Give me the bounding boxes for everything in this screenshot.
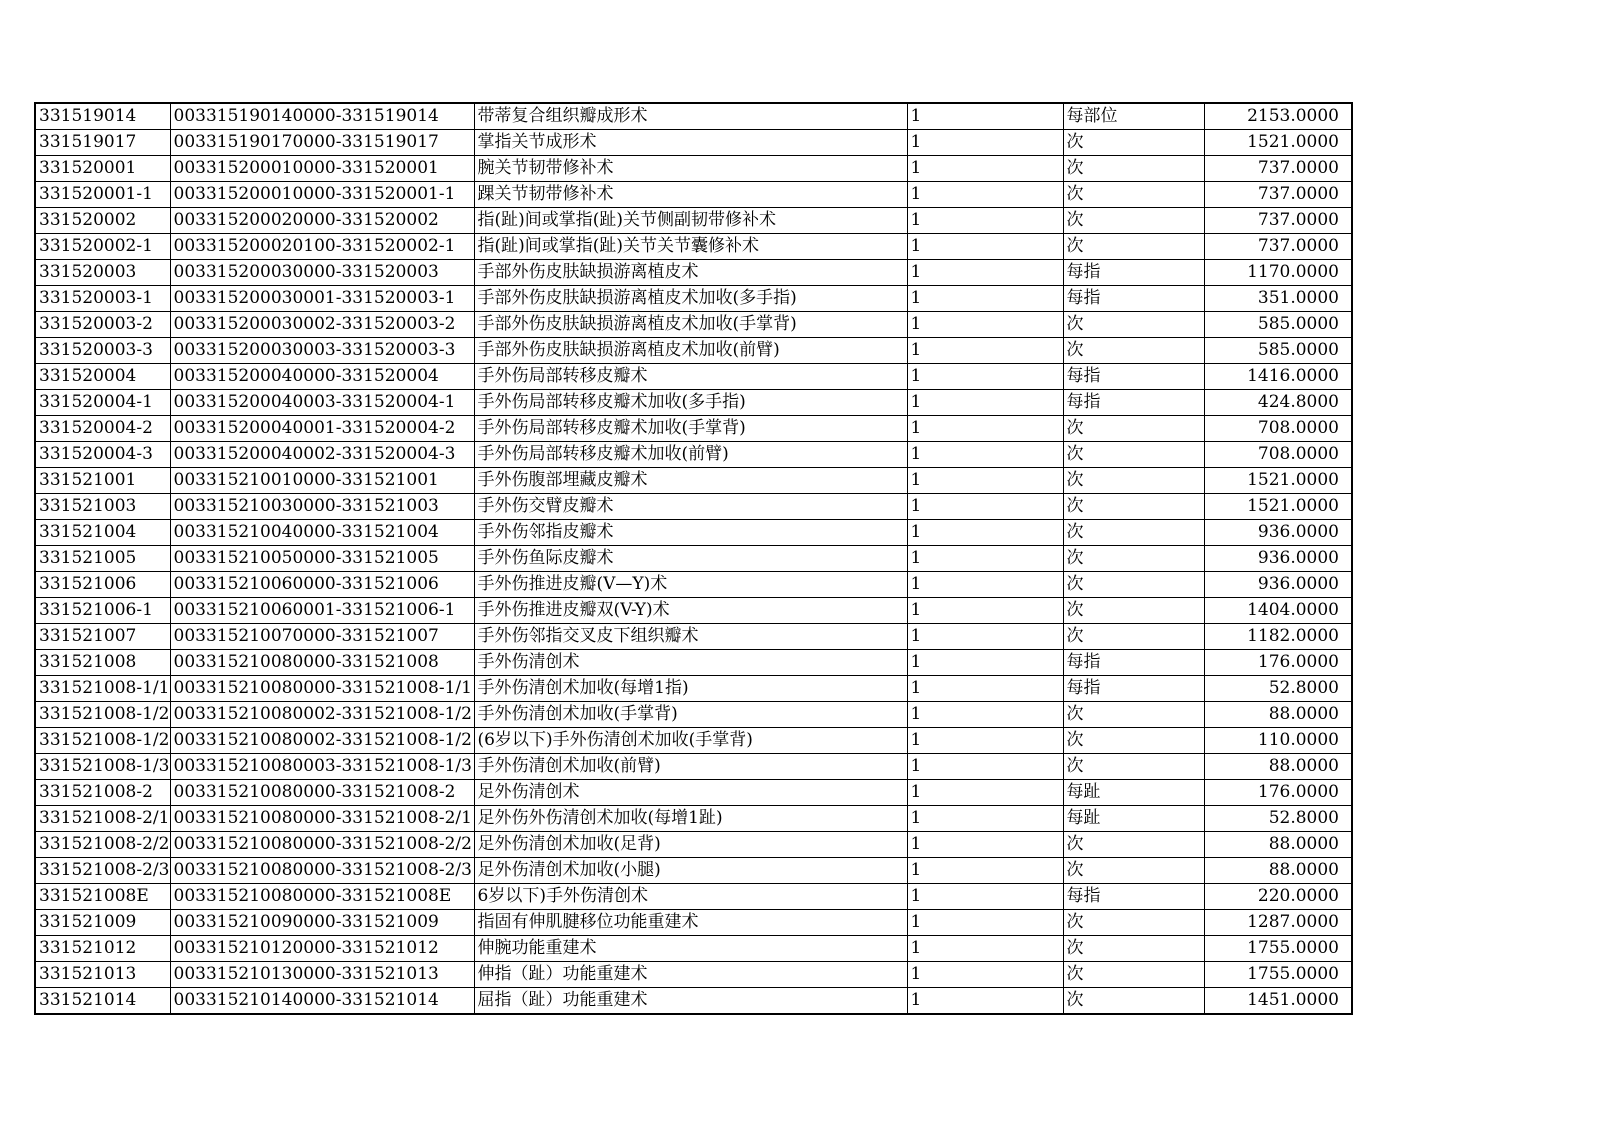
unit-cell: 每指 — [1063, 260, 1204, 286]
item-name-cell: 伸指（趾）功能重建术 — [474, 962, 907, 988]
price-cell: 936.0000 — [1204, 520, 1352, 546]
item-name-cell: 手外伤邻指皮瓣术 — [474, 520, 907, 546]
quantity-cell: 1 — [907, 390, 1063, 416]
quantity-cell: 1 — [907, 754, 1063, 780]
full-code-cell: 003315210080000-331521008-1/1 — [170, 676, 474, 702]
price-cell: 936.0000 — [1204, 572, 1352, 598]
full-code-cell: 003315200030001-331520003-1 — [170, 286, 474, 312]
price-cell: 110.0000 — [1204, 728, 1352, 754]
item-name-cell: 手部外伤皮肤缺损游离植皮术加收(手掌背) — [474, 312, 907, 338]
full-code-cell: 003315200040000-331520004 — [170, 364, 474, 390]
item-code-cell: 331521009 — [35, 910, 170, 936]
table-row — [35, 286, 1352, 312]
table-row — [35, 234, 1352, 260]
item-name-cell: 足外伤清创术 — [474, 780, 907, 806]
item-name-cell: 带蒂复合组织瓣成形术 — [474, 103, 907, 130]
item-name-cell: 手外伤交臂皮瓣术 — [474, 494, 907, 520]
table-row — [35, 103, 1352, 130]
price-cell: 737.0000 — [1204, 234, 1352, 260]
unit-cell: 次 — [1063, 520, 1204, 546]
table-row — [35, 416, 1352, 442]
table-row — [35, 468, 1352, 494]
quantity-cell: 1 — [907, 468, 1063, 494]
quantity-cell: 1 — [907, 494, 1063, 520]
table-row — [35, 624, 1352, 650]
item-code-cell: 331521001 — [35, 468, 170, 494]
quantity-cell: 1 — [907, 624, 1063, 650]
quantity-cell: 1 — [907, 676, 1063, 702]
full-code-cell: 003315210140000-331521014 — [170, 988, 474, 1015]
full-code-cell: 003315210010000-331521001 — [170, 468, 474, 494]
item-code-cell: 331521013 — [35, 962, 170, 988]
item-code-cell: 331520003-1 — [35, 286, 170, 312]
item-code-cell: 331520001 — [35, 156, 170, 182]
full-code-cell: 003315210080000-331521008-2/2 — [170, 832, 474, 858]
full-code-cell: 003315200010000-331520001-1 — [170, 182, 474, 208]
quantity-cell: 1 — [907, 858, 1063, 884]
unit-cell: 次 — [1063, 208, 1204, 234]
unit-cell: 次 — [1063, 234, 1204, 260]
full-code-cell: 003315210040000-331521004 — [170, 520, 474, 546]
item-code-cell: 331520002 — [35, 208, 170, 234]
table-row — [35, 858, 1352, 884]
item-code-cell: 331521003 — [35, 494, 170, 520]
table-row — [35, 754, 1352, 780]
item-code-cell: 331521008 — [35, 650, 170, 676]
quantity-cell: 1 — [907, 338, 1063, 364]
quantity-cell: 1 — [907, 910, 1063, 936]
full-code-cell: 003315200030003-331520003-3 — [170, 338, 474, 364]
item-name-cell: 手外伤局部转移皮瓣术加收(多手指) — [474, 390, 907, 416]
table-row — [35, 780, 1352, 806]
item-name-cell: 手外伤局部转移皮瓣术 — [474, 364, 907, 390]
item-code-cell: 331520004-1 — [35, 390, 170, 416]
table-row — [35, 962, 1352, 988]
unit-cell: 次 — [1063, 416, 1204, 442]
quantity-cell: 1 — [907, 572, 1063, 598]
price-cell: 52.8000 — [1204, 676, 1352, 702]
item-name-cell: 手部外伤皮肤缺损游离植皮术加收(前臂) — [474, 338, 907, 364]
item-name-cell: 手外伤推进皮瓣双(V-Y)术 — [474, 598, 907, 624]
table-row — [35, 182, 1352, 208]
unit-cell: 次 — [1063, 494, 1204, 520]
full-code-cell: 003315200020000-331520002 — [170, 208, 474, 234]
table-row — [35, 338, 1352, 364]
price-cell: 1521.0000 — [1204, 130, 1352, 156]
full-code-cell: 003315200040003-331520004-1 — [170, 390, 474, 416]
full-code-cell: 003315210080003-331521008-1/3 — [170, 754, 474, 780]
unit-cell: 次 — [1063, 468, 1204, 494]
table-row — [35, 884, 1352, 910]
unit-cell: 次 — [1063, 754, 1204, 780]
item-name-cell: 6岁以下)手外伤清创术 — [474, 884, 907, 910]
full-code-cell: 003315200040001-331520004-2 — [170, 416, 474, 442]
unit-cell: 次 — [1063, 442, 1204, 468]
full-code-cell: 003315210080000-331521008E — [170, 884, 474, 910]
price-cell: 1404.0000 — [1204, 598, 1352, 624]
item-name-cell: 指(趾)间或掌指(趾)关节关节囊修补术 — [474, 234, 907, 260]
unit-cell: 次 — [1063, 832, 1204, 858]
item-name-cell: 手外伤局部转移皮瓣术加收(手掌背) — [474, 416, 907, 442]
full-code-cell: 003315210090000-331521009 — [170, 910, 474, 936]
quantity-cell: 1 — [907, 260, 1063, 286]
table-row — [35, 130, 1352, 156]
unit-cell: 每指 — [1063, 286, 1204, 312]
price-cell: 2153.0000 — [1204, 103, 1352, 130]
full-code-cell: 003315210060000-331521006 — [170, 572, 474, 598]
item-code-cell: 331521008-1/2 — [35, 728, 170, 754]
unit-cell: 每趾 — [1063, 780, 1204, 806]
price-cell: 88.0000 — [1204, 702, 1352, 728]
full-code-cell: 003315210070000-331521007 — [170, 624, 474, 650]
full-code-cell: 003315210080000-331521008 — [170, 650, 474, 676]
item-name-cell: 手部外伤皮肤缺损游离植皮术加收(多手指) — [474, 286, 907, 312]
price-cell: 737.0000 — [1204, 182, 1352, 208]
item-code-cell: 331521007 — [35, 624, 170, 650]
table-row — [35, 494, 1352, 520]
table-row — [35, 806, 1352, 832]
item-name-cell: 手外伤局部转移皮瓣术加收(前臂) — [474, 442, 907, 468]
unit-cell: 次 — [1063, 858, 1204, 884]
item-code-cell: 331520004-3 — [35, 442, 170, 468]
item-code-cell: 331521008-2 — [35, 780, 170, 806]
unit-cell: 次 — [1063, 728, 1204, 754]
quantity-cell: 1 — [907, 286, 1063, 312]
price-cell: 176.0000 — [1204, 650, 1352, 676]
table-row — [35, 572, 1352, 598]
unit-cell: 次 — [1063, 702, 1204, 728]
item-code-cell: 331520004 — [35, 364, 170, 390]
item-name-cell: 手外伤清创术加收(每增1指) — [474, 676, 907, 702]
item-code-cell: 331521008-2/2 — [35, 832, 170, 858]
quantity-cell: 1 — [907, 884, 1063, 910]
full-code-cell: 003315200030000-331520003 — [170, 260, 474, 286]
price-cell: 936.0000 — [1204, 546, 1352, 572]
item-name-cell: (6岁以下)手外伤清创术加收(手掌背) — [474, 728, 907, 754]
table-row — [35, 676, 1352, 702]
item-code-cell: 331520003 — [35, 260, 170, 286]
quantity-cell: 1 — [907, 182, 1063, 208]
price-cell: 1521.0000 — [1204, 468, 1352, 494]
full-code-cell: 003315200030002-331520003-2 — [170, 312, 474, 338]
quantity-cell: 1 — [907, 832, 1063, 858]
table-row — [35, 702, 1352, 728]
table-row — [35, 910, 1352, 936]
table-row — [35, 546, 1352, 572]
unit-cell: 次 — [1063, 156, 1204, 182]
item-code-cell: 331520001-1 — [35, 182, 170, 208]
item-name-cell: 足外伤外伤清创术加收(每增1趾) — [474, 806, 907, 832]
quantity-cell: 1 — [907, 806, 1063, 832]
table-row — [35, 442, 1352, 468]
unit-cell: 次 — [1063, 338, 1204, 364]
full-code-cell: 003315210030000-331521003 — [170, 494, 474, 520]
full-code-cell: 003315210050000-331521005 — [170, 546, 474, 572]
item-name-cell: 足外伤清创术加收(足背) — [474, 832, 907, 858]
item-name-cell: 屈指（趾）功能重建术 — [474, 988, 907, 1015]
full-code-cell: 003315200040002-331520004-3 — [170, 442, 474, 468]
price-cell: 220.0000 — [1204, 884, 1352, 910]
item-code-cell: 331520002-1 — [35, 234, 170, 260]
quantity-cell: 1 — [907, 234, 1063, 260]
quantity-cell: 1 — [907, 936, 1063, 962]
quantity-cell: 1 — [907, 520, 1063, 546]
quantity-cell: 1 — [907, 312, 1063, 338]
table-row — [35, 650, 1352, 676]
unit-cell: 每指 — [1063, 364, 1204, 390]
item-code-cell: 331520003-3 — [35, 338, 170, 364]
table-row — [35, 598, 1352, 624]
table-row — [35, 832, 1352, 858]
item-code-cell: 331521008-1/1 — [35, 676, 170, 702]
unit-cell: 次 — [1063, 988, 1204, 1015]
unit-cell: 次 — [1063, 962, 1204, 988]
table-row — [35, 520, 1352, 546]
item-name-cell: 手外伤清创术加收(前臂) — [474, 754, 907, 780]
price-cell: 88.0000 — [1204, 858, 1352, 884]
unit-cell: 次 — [1063, 936, 1204, 962]
item-name-cell: 手外伤鱼际皮瓣术 — [474, 546, 907, 572]
price-cell: 52.8000 — [1204, 806, 1352, 832]
price-cell: 1287.0000 — [1204, 910, 1352, 936]
unit-cell: 每趾 — [1063, 806, 1204, 832]
unit-cell: 每指 — [1063, 650, 1204, 676]
item-name-cell: 手外伤清创术 — [474, 650, 907, 676]
unit-cell: 次 — [1063, 598, 1204, 624]
price-cell: 351.0000 — [1204, 286, 1352, 312]
price-cell: 88.0000 — [1204, 754, 1352, 780]
item-name-cell: 指固有伸肌腱移位功能重建术 — [474, 910, 907, 936]
full-code-cell: 003315210120000-331521012 — [170, 936, 474, 962]
unit-cell: 次 — [1063, 182, 1204, 208]
quantity-cell: 1 — [907, 728, 1063, 754]
item-code-cell: 331521008-2/3 — [35, 858, 170, 884]
quantity-cell: 1 — [907, 962, 1063, 988]
quantity-cell: 1 — [907, 156, 1063, 182]
price-cell: 1170.0000 — [1204, 260, 1352, 286]
quantity-cell: 1 — [907, 130, 1063, 156]
table-row — [35, 156, 1352, 182]
unit-cell: 次 — [1063, 572, 1204, 598]
unit-cell: 次 — [1063, 130, 1204, 156]
item-code-cell: 331521004 — [35, 520, 170, 546]
quantity-cell: 1 — [907, 702, 1063, 728]
full-code-cell: 003315210080002-331521008-1/2 — [170, 702, 474, 728]
item-name-cell: 掌指关节成形术 — [474, 130, 907, 156]
price-cell: 708.0000 — [1204, 442, 1352, 468]
full-code-cell: 003315190140000-331519014 — [170, 103, 474, 130]
price-cell: 737.0000 — [1204, 156, 1352, 182]
quantity-cell: 1 — [907, 988, 1063, 1015]
item-name-cell: 手外伤邻指交叉皮下组织瓣术 — [474, 624, 907, 650]
item-code-cell: 331520004-2 — [35, 416, 170, 442]
table-row — [35, 312, 1352, 338]
item-code-cell: 331521014 — [35, 988, 170, 1015]
price-cell: 424.8000 — [1204, 390, 1352, 416]
price-cell: 1416.0000 — [1204, 364, 1352, 390]
item-code-cell: 331521012 — [35, 936, 170, 962]
full-code-cell: 003315200020100-331520002-1 — [170, 234, 474, 260]
full-code-cell: 003315210060001-331521006-1 — [170, 598, 474, 624]
full-code-cell: 003315210080000-331521008-2/3 — [170, 858, 474, 884]
item-code-cell: 331521008-2/1 — [35, 806, 170, 832]
table-row — [35, 390, 1352, 416]
fee-schedule-body — [35, 103, 1352, 1014]
item-code-cell: 331521008-1/2 — [35, 702, 170, 728]
item-name-cell: 踝关节韧带修补术 — [474, 182, 907, 208]
item-name-cell: 手外伤腹部埋藏皮瓣术 — [474, 468, 907, 494]
item-code-cell: 331519017 — [35, 130, 170, 156]
price-cell: 585.0000 — [1204, 338, 1352, 364]
price-cell: 1755.0000 — [1204, 962, 1352, 988]
item-name-cell: 手外伤清创术加收(手掌背) — [474, 702, 907, 728]
item-code-cell: 331520003-2 — [35, 312, 170, 338]
full-code-cell: 003315200010000-331520001 — [170, 156, 474, 182]
unit-cell: 每部位 — [1063, 103, 1204, 130]
quantity-cell: 1 — [907, 546, 1063, 572]
table-row — [35, 260, 1352, 286]
price-cell: 585.0000 — [1204, 312, 1352, 338]
quantity-cell: 1 — [907, 416, 1063, 442]
item-code-cell: 331521005 — [35, 546, 170, 572]
price-cell: 708.0000 — [1204, 416, 1352, 442]
table-row — [35, 988, 1352, 1015]
table-row — [35, 728, 1352, 754]
item-name-cell: 手外伤推进皮瓣(V—Y)术 — [474, 572, 907, 598]
item-name-cell: 指(趾)间或掌指(趾)关节侧副韧带修补术 — [474, 208, 907, 234]
table-row — [35, 936, 1352, 962]
unit-cell: 每指 — [1063, 884, 1204, 910]
unit-cell: 每指 — [1063, 390, 1204, 416]
fee-schedule-table — [34, 102, 1353, 1015]
full-code-cell: 003315190170000-331519017 — [170, 130, 474, 156]
price-cell: 737.0000 — [1204, 208, 1352, 234]
full-code-cell: 003315210080000-331521008-2 — [170, 780, 474, 806]
price-cell: 1755.0000 — [1204, 936, 1352, 962]
quantity-cell: 1 — [907, 442, 1063, 468]
unit-cell: 次 — [1063, 624, 1204, 650]
item-name-cell: 足外伤清创术加收(小腿) — [474, 858, 907, 884]
price-cell: 176.0000 — [1204, 780, 1352, 806]
full-code-cell: 003315210080002-331521008-1/2 — [170, 728, 474, 754]
unit-cell: 次 — [1063, 546, 1204, 572]
table-row — [35, 208, 1352, 234]
unit-cell: 次 — [1063, 910, 1204, 936]
unit-cell: 每指 — [1063, 676, 1204, 702]
full-code-cell: 003315210080000-331521008-2/1 — [170, 806, 474, 832]
quantity-cell: 1 — [907, 650, 1063, 676]
quantity-cell: 1 — [907, 780, 1063, 806]
item-name-cell: 伸腕功能重建术 — [474, 936, 907, 962]
item-name-cell: 腕关节韧带修补术 — [474, 156, 907, 182]
quantity-cell: 1 — [907, 103, 1063, 130]
price-cell: 1451.0000 — [1204, 988, 1352, 1015]
price-cell: 1521.0000 — [1204, 494, 1352, 520]
full-code-cell: 003315210130000-331521013 — [170, 962, 474, 988]
unit-cell: 次 — [1063, 312, 1204, 338]
quantity-cell: 1 — [907, 364, 1063, 390]
item-code-cell: 331521008E — [35, 884, 170, 910]
item-name-cell: 手部外伤皮肤缺损游离植皮术 — [474, 260, 907, 286]
item-code-cell: 331519014 — [35, 103, 170, 130]
price-cell: 1182.0000 — [1204, 624, 1352, 650]
item-code-cell: 331521008-1/3 — [35, 754, 170, 780]
quantity-cell: 1 — [907, 598, 1063, 624]
item-code-cell: 331521006 — [35, 572, 170, 598]
price-cell: 88.0000 — [1204, 832, 1352, 858]
table-row — [35, 364, 1352, 390]
quantity-cell: 1 — [907, 208, 1063, 234]
item-code-cell: 331521006-1 — [35, 598, 170, 624]
